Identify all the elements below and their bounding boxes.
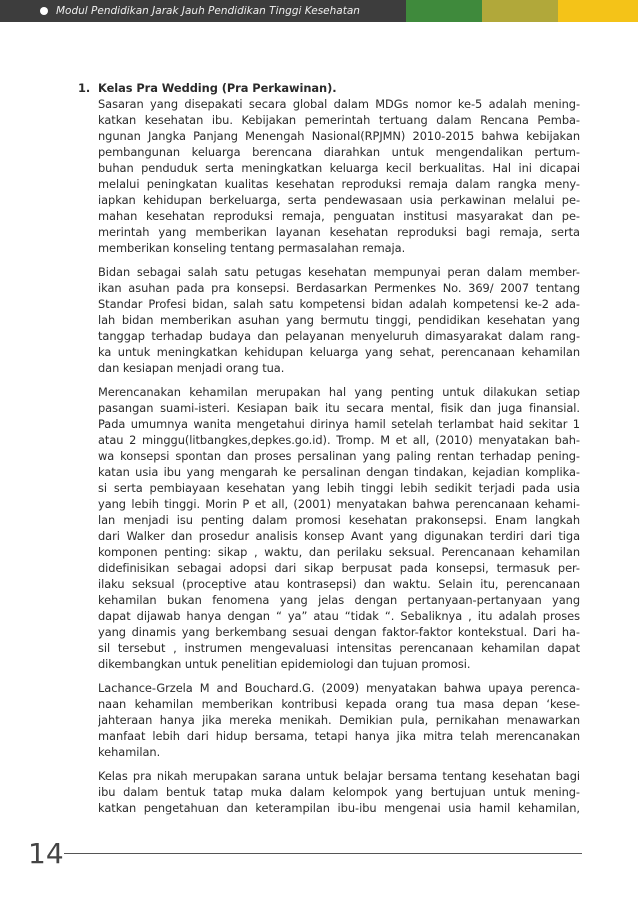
body-line: dapat dijawab hanya dengan “ ya” atau “tidak “. Sebaliknya , itu adalah proses [98, 609, 580, 623]
body-line: katkan kesehatan ibu. Kebijakan pemerintah tertuang dalam Rencana Pemba- [98, 113, 580, 127]
section-heading: Kelas Pra Wedding (Pra Perkawinan). [98, 81, 337, 95]
body-line: ibu dalam bentuk tatap muka dalam kelompok yang bertujuan untuk mening- [98, 785, 580, 799]
body-line: Sasaran yang disepakati secara global dalam MDGs nomor ke-5 adalah mening- [98, 97, 580, 111]
body-line: atau 2 minggu(litbangkes,depkes.go.id). Tromp. M et all, (2010) menyatakan bah- [98, 433, 580, 447]
body-line: ngunan Jangka Panjang Menengah Nasional(RPJMN) 2010-2015 bahwa kebijakan [98, 129, 580, 143]
body-line: komponen penting: sikap , waktu, dan perilaku seksual. Perencanaan kehamilan [98, 545, 580, 559]
body-line: Standar Profesi bidan, salah satu kompetensi bidan adalah kompetensi ke-2 ada- [98, 297, 580, 311]
body-line: melalui peningkatan kualitas kesehatan reproduksi remaja dalam rangka meny- [98, 177, 580, 191]
body-line: ilaku seksual (proceptive atau kontrasepsi) dan waktu. Selain itu, perencanaan [98, 577, 580, 591]
body-line: manfaat lebih dari hidup bersama, tetapi hanya jika mitra telah merencanakan [98, 729, 580, 743]
footer-rule [64, 853, 582, 854]
body-line: memberikan konseling tentang permasalahan remaja. [98, 241, 406, 255]
body-line: wa konsepsi spontan dan proses persalinan yang paling rentan terhadap pening- [98, 449, 580, 463]
body-line: buhan penduduk serta meningkatkan keluarga kecil berkualitas. Hal ini dicapai [98, 161, 580, 175]
body-line: Lachance-Grzela M and Bouchard.G. (2009) menyatakan bahwa upaya perenca- [98, 681, 580, 695]
running-header-title: Modul Pendidikan Jarak Jauh Pendidikan Tinggi Kesehatan [56, 5, 360, 17]
body-line: dari Walker dan prosedur analisis konsep Avant yang digunakan terdiri dari tiga [98, 529, 580, 543]
body-line: ka untuk meningkatkan kehidupan keluarga yang sehat, perencanaan kehamilan [98, 345, 580, 359]
body-line: Bidan sebagai salah satu petugas kesehatan mempunyai peran dalam member- [98, 265, 580, 279]
body-line: yang lebih tinggi. Morin P et all, (2001) menyatakan bahwa perencanaan kehami- [98, 497, 580, 511]
body-line: lan menjadi isu penting dalam promosi kesehatan prakonsepsi. Enam langkah [98, 513, 580, 527]
body-line: naan kehamilan memberikan kontribusi kepada orang tua masa depan ‘kese- [98, 697, 580, 711]
body-line: iapkan kehidupan berkeluarga, serta pendewasaan usia perkawinan melalui pe- [98, 193, 580, 207]
body-line: jahteraan hanya jika mereka menikah. Demikian pula, pernikahan menawarkan [98, 713, 580, 727]
body-line: katan usia ibu yang mengarah ke persalinan dengan tindakan, kejadian komplika- [98, 465, 580, 479]
body-line: tanggap terhadap budaya dan pelayanan menyeluruh dimasyarakat dalam rang- [98, 329, 580, 343]
body-line: kehamilan bukan fenomena yang jelas dengan pertanyaan-pertanyaan yang [98, 593, 580, 607]
body-line: ikan asuhan pada pra konsepsi. Berdasarkan Permenkes No. 369/ 2007 tentang [98, 281, 580, 295]
body-line: pembangunan keluarga berencana diarahkan untuk mengendalikan pertum- [98, 145, 580, 159]
body-line: lah bidan memberikan asuhan yang bermutu tinggi, pendidikan kesehatan yang [98, 313, 580, 327]
page-number: 14 [28, 837, 64, 870]
body-line: Merencanakan kehamilan merupakan hal yang penting untuk dilakukan setiap [98, 385, 580, 399]
body-line: didefinisikan sebagai adopsi dari sikap berpusat pada konsepsi, termasuk per- [98, 561, 580, 575]
section-number: 1. [78, 81, 91, 95]
body-line: Pada umumnya wanita mengetahui dirinya hamil setelah terlambat haid sekitar 1 [98, 417, 580, 431]
body-line: kehamilan. [98, 745, 161, 759]
body-line: merintah yang memberikan layanan kesehatan reproduksi bagi remaja, serta [98, 225, 580, 239]
body-line: yang dinamis yang berkembang sesuai dengan faktor-faktor kontekstual. Dari ha- [98, 625, 580, 639]
body-line: pasangan suami-isteri. Kesiapan baik itu secara mental, fisik dan juga finansial. [98, 401, 580, 415]
body-line: mahan kesehatan reproduksi remaja, penguatan institusi masyarakat dan pe- [98, 209, 580, 223]
body-line: Kelas pra nikah merupakan sarana untuk belajar bersama tentang kesehatan bagi [98, 769, 580, 783]
body-line: dikembangkan untuk penelitian epidemiologi dan tujuan promosi. [98, 657, 471, 671]
body-line: katkan pengetahuan dan keterampilan ibu-ibu mengenai usia hamil kehamilan, [98, 801, 580, 815]
body-line: sil tersebut , instrumen mengevaluasi intensitas perencanaan kehamilan dapat [98, 641, 580, 655]
body-line: dan kesiapan menjadi orang tua. [98, 361, 285, 375]
body-line: si serta pembiayaan kesehatan yang lebih tinggi lebih sedikit terjadi pada usia [98, 481, 580, 495]
